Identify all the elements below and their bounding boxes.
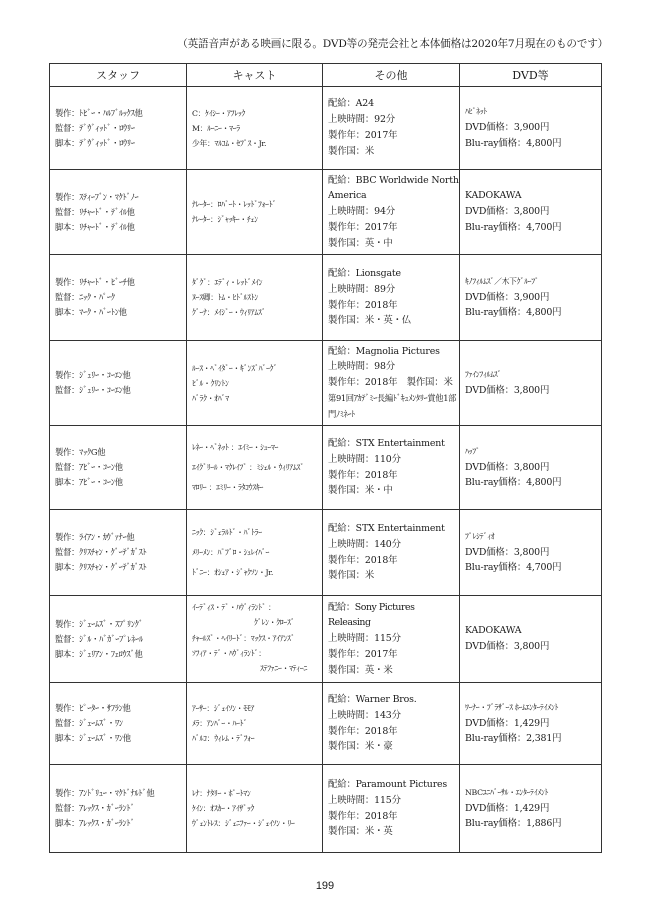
- dvd-publisher: ﾌﾟﾚｼﾃﾞｨｵ: [465, 531, 495, 541]
- cast-cell: [187, 255, 323, 341]
- dvd-cell: [460, 683, 602, 765]
- table-row: [50, 683, 602, 765]
- other-line: 製作年：2018年: [328, 810, 398, 822]
- film-info-table: [49, 63, 602, 853]
- header-staff: スタッフ: [50, 64, 187, 87]
- staff-line: 監督：ｼﾞﾙ・ﾊﾞｶﾞｰﾌﾟﾚﾈｰﾙ: [55, 633, 143, 644]
- bluray-price: Blu-ray価格：4,700円: [465, 562, 562, 574]
- cast-line: ｸﾞﾚﾝ・ｸﾛｰｽﾞ: [254, 618, 295, 627]
- staff-cell: [50, 170, 187, 255]
- staff-line: 脚本：ﾏｰｸ・ﾊﾞｰﾄﾝ他: [55, 307, 127, 317]
- dvd-price: DVD価格：1,429円: [465, 802, 550, 814]
- staff-cell: [50, 255, 187, 341]
- cast-line: ｲｰﾃﾞｨｽ・ﾃﾞ・ﾊｳﾞｨﾗﾝﾄﾞ ：: [192, 603, 276, 612]
- table-row: [50, 341, 602, 426]
- staff-line: 監督：ﾆｯｸ・ﾊﾟｰｸ: [55, 292, 115, 302]
- staff-line: 監督：ﾃﾞｳﾞｨｯﾄﾞ・ﾛｳﾘｰ: [55, 122, 135, 133]
- staff-cell: [50, 341, 187, 426]
- dvd-price: DVD価格：3,900円: [465, 291, 550, 303]
- cast-cell: [187, 765, 323, 853]
- staff-line: 監督：ｸﾘｽﾁｬﾝ・ｸﾞｰﾃﾞｶﾞｽﾄ: [55, 547, 147, 557]
- table-row: [50, 596, 602, 683]
- cast-line: 少年：ﾏﾙｺﾑ・ｾﾌﾟｽ・Jr.: [192, 138, 267, 148]
- header-dvd: DVD等: [460, 64, 602, 87]
- staff-cell: [50, 765, 187, 853]
- cast-line: ﾙｰｽ・ﾍﾞｲﾀﾞｰ・ｷﾞﾝｽﾞﾊﾞｰｸﾞ: [192, 363, 278, 373]
- other-cell: [323, 596, 460, 683]
- staff-line: 脚本：ﾃﾞｳﾞｨｯﾄﾞ・ﾛｳﾘｰ: [55, 137, 135, 148]
- dvd-cell: [460, 87, 602, 170]
- table-row: [50, 426, 602, 510]
- other-line: 製作国：英・米: [328, 664, 393, 676]
- dvd-cell: [460, 341, 602, 426]
- other-line: 配給：Lionsgate: [328, 267, 401, 279]
- dvd-price: DVD価格：3,800円: [465, 546, 550, 558]
- other-line: 製作国：米・豪: [328, 741, 393, 753]
- other-line: 製作年：2018年: [328, 299, 398, 311]
- staff-cell: [50, 87, 187, 170]
- other-line: 製作年：2017年: [328, 648, 398, 660]
- staff-line: 脚本：ﾘﾁｬｰﾄﾞ・ﾃﾞｲﾙ他: [55, 221, 135, 232]
- cast-cell: [187, 510, 323, 596]
- bluray-price: Blu-ray価格：4,700円: [465, 221, 562, 233]
- staff-line: 監督：ｱﾚｯｸｽ・ｶﾞｰﾗﾝﾄﾞ: [55, 803, 135, 813]
- bluray-price: Blu-ray価格：4,800円: [465, 477, 562, 489]
- other-line: 配給：STX Entertainment: [328, 437, 445, 449]
- cast-line: ﾒﾗ：ｱﾝﾊﾞｰ・ﾊｰﾄﾞ: [192, 719, 248, 728]
- other-line: 上映時間：115分: [328, 633, 401, 645]
- staff-line: 製作：ｽﾃｨｰﾌﾞﾝ・ﾏｸﾄﾞﾉｰ: [55, 191, 139, 202]
- dvd-cell: [460, 765, 602, 853]
- cast-cell: [187, 170, 323, 255]
- other-line: 製作国：米: [328, 145, 375, 157]
- dvd-price: DVD価格：3,900円: [465, 122, 550, 134]
- cast-line: ﾒﾘｰﾒﾝ：ﾊﾟﾌﾞﾛ・ｼｭﾚｲﾊﾞｰ: [192, 547, 270, 557]
- staff-line: 製作：ﾗｲｱﾝ・ｶｳﾞｧﾅｰ他: [55, 532, 135, 542]
- staff-line: 監督：ｱﾋﾞｰ・ｺｰﾝ他: [55, 462, 123, 472]
- dvd-publisher: ﾊｯﾌﾟ: [465, 446, 480, 456]
- other-line: 配給：Magnolia Pictures: [328, 345, 440, 357]
- other-line: 上映時間：89分: [328, 283, 395, 295]
- cast-line: ﾀﾞｸﾞ：ｴﾃﾞｨ・ﾚｯﾄﾞﾒｲﾝ: [192, 278, 263, 287]
- cast-cell: [187, 426, 323, 510]
- other-line: 製作国：米・英: [328, 826, 393, 838]
- cast-line: ﾅﾚｰﾀｰ：ﾛﾊﾞｰﾄ・ﾚｯﾄﾞﾌｫｰﾄﾞ: [192, 200, 277, 209]
- staff-line: 脚本：ｱﾚｯｸｽ・ｶﾞｰﾗﾝﾄﾞ: [55, 818, 135, 828]
- price-note: （英語音声がある映画に限る。DVD等の発売会社と本体価格は2020年7月現在のものです）: [177, 38, 608, 50]
- cast-line: ﾏﾛﾘｰ ：ｴﾐﾘｰ・ﾗﾀｺｳｽｷｰ: [192, 482, 264, 492]
- staff-line: 脚本：ｼﾞｭﾘｱﾝ・ﾌｪﾛｳｽﾞ他: [55, 648, 143, 659]
- cast-line: ｸﾞｰﾅ：ﾒｲｼﾞｰ・ｳｨﾘｱﾑｽﾞ: [192, 308, 266, 317]
- cast-line: ﾅﾚｰﾀｰ：ｼﾞｬｯｷｰ・ﾁｪﾝ: [192, 215, 258, 224]
- bluray-price: Blu-ray価格：2,381円: [465, 733, 562, 745]
- other-line: 製作国：英・中: [328, 237, 393, 249]
- staff-cell: [50, 426, 187, 510]
- dvd-price: DVD価格：3,800円: [465, 385, 550, 396]
- cast-line: ﾊﾞﾙｺ：ｳｨﾚﾑ・ﾃﾞﾌｫｰ: [192, 734, 255, 743]
- staff-line: 製作：ﾋﾟｰﾀｰ・ｻﾌﾗﾝ他: [55, 703, 131, 713]
- dvd-publisher: ﾜｰﾅｰ・ﾌﾞﾗｻﾞｰｽ ﾎｰﾑｴﾝﾀｰﾃｲﾒﾝﾄ: [465, 702, 559, 712]
- dvd-price: DVD価格：3,800円: [465, 461, 550, 473]
- other-line: 配給：Paramount Pictures: [328, 778, 448, 790]
- staff-line: 脚本：ｱﾋﾞｰ・ｺｰﾝ他: [55, 477, 123, 487]
- table-row: [50, 510, 602, 596]
- other-line: 上映時間：110分: [328, 453, 401, 465]
- staff-line: 監督：ｼﾞｪｰﾑｽﾞ・ﾜﾝ: [55, 718, 123, 728]
- other-line: 配給：Sony Pictures Releasing: [328, 601, 415, 629]
- other-line: 配給：A24: [328, 98, 374, 110]
- other-line: 製作年：2017年: [328, 130, 398, 141]
- cast-line: ｳﾞｪﾝﾄﾚｽ：ｼﾞｪﾆﾌｧｰ・ｼﾞｪｲｿﾝ・ﾘｰ: [192, 819, 295, 828]
- other-line: 製作年：2018年: [328, 554, 398, 566]
- staff-line: 製作：ｼﾞｭﾘｰ・ｺｰｴﾝ他: [55, 370, 131, 380]
- other-cell: [323, 341, 460, 426]
- cast-line: ﾊﾞﾗｸ・ｵﾊﾞﾏ: [192, 393, 229, 403]
- other-line: 上映時間：143分: [328, 709, 401, 721]
- staff-line: 製作：ﾘﾁｬｰﾄﾞ・ﾋﾞｰﾁ他: [55, 277, 135, 287]
- cast-line: ｽﾃﾌｧﾆｰ・ﾏﾃｨｰﾆ: [260, 664, 308, 673]
- bluray-price: Blu-ray価格：1,886円: [465, 818, 562, 830]
- other-cell: [323, 510, 460, 596]
- dvd-publisher: KADOKAWA: [465, 625, 522, 637]
- dvd-price: DVD価格：3,800円: [465, 641, 550, 652]
- dvd-cell: [460, 426, 602, 510]
- table-row: [50, 765, 602, 853]
- cast-line: ﾆｯｸ：ｼﾞｪﾗﾙﾄﾞ・ﾊﾞﾄﾗｰ: [192, 527, 262, 537]
- other-line: 配給：BBC Worldwide North America: [328, 174, 459, 202]
- dvd-cell: [460, 596, 602, 683]
- other-line: 上映時間：140分: [328, 538, 401, 550]
- other-line: 製作国：米・中: [328, 485, 393, 497]
- bluray-price: Blu-ray価格：4,800円: [465, 307, 562, 319]
- cast-line: ﾋﾞﾙ・ｸﾘﾝﾄﾝ: [192, 378, 229, 388]
- dvd-publisher: ﾌｧｲﾝﾌｨﾙﾑｽﾞ: [465, 370, 502, 380]
- other-line: 製作年：2018年: [328, 469, 398, 481]
- cast-line: M：ﾙｰﾆｰ・ﾏｰﾗ: [192, 123, 240, 133]
- dvd-publisher: NBCﾕﾆﾊﾞｰｻﾙ・ｴﾝﾀｰﾃｲﾒﾝﾄ: [465, 787, 549, 797]
- other-line: 配給：Warner Bros.: [328, 693, 417, 705]
- other-line: 第91回ｱｶﾃﾞﾐｰ長編ﾄﾞｷｭﾒﾝﾀﾘｰ賞他1部門ﾉﾐﾈｰﾄ: [328, 392, 457, 419]
- other-line: 製作国：米・英・仏: [328, 315, 412, 327]
- other-cell: [323, 426, 460, 510]
- cast-line: ﾚﾈｰ・ﾍﾞﾈｯﾄ ：ｴｲﾐｰ・ｼｭｰﾏｰ: [192, 442, 279, 452]
- dvd-price: DVD価格：3,800円: [465, 206, 550, 218]
- cast-line: C：ｹｲｼｰ・ｱﾌﾚｯｸ: [192, 108, 246, 118]
- cast-line: ｹｲﾝ：ｵｽｶｰ・ｱｲｻﾞｯｸ: [192, 804, 255, 813]
- dvd-price: DVD価格：1,429円: [465, 717, 550, 729]
- other-cell: [323, 87, 460, 170]
- dvd-cell: [460, 170, 602, 255]
- staff-line: 製作：ｼﾞｪｰﾑｽﾞ・ｽﾌﾟﾘﾝｸﾞ: [55, 618, 143, 629]
- staff-line: 監督：ﾘﾁｬｰﾄﾞ・ﾃﾞｲﾙ他: [55, 206, 135, 217]
- page-number: 199: [315, 880, 335, 892]
- other-line: 上映時間：92分: [328, 114, 395, 126]
- staff-line: 脚本：ｸﾘｽﾁｬﾝ・ｸﾞｰﾃﾞｶﾞｽﾄ: [55, 562, 147, 572]
- other-line: 製作国：米: [328, 570, 375, 582]
- cast-line: ｱｰｻｰ：ｼﾞｪｲｿﾝ・ﾓﾓｱ: [192, 704, 255, 713]
- other-line: 製作年：2018年: [328, 725, 398, 737]
- cast-cell: [187, 596, 323, 683]
- staff-cell: [50, 596, 187, 683]
- other-line: 上映時間：115分: [328, 794, 401, 806]
- cast-line: ﾄﾞﾆｰ：ｵｼｪｱ・ｼﾞｬｸｿﾝ・Jr.: [192, 567, 274, 577]
- cast-cell: [187, 87, 323, 170]
- dvd-cell: [460, 255, 602, 341]
- other-line: 配給：STX Entertainment: [328, 522, 445, 534]
- other-line: 製作年：2018年 製作国：米: [328, 377, 453, 389]
- cast-line: ﾚﾅ：ﾅﾀﾘｰ・ﾎﾟｰﾄﾏﾝ: [192, 789, 251, 798]
- other-line: 上映時間：98分: [328, 361, 395, 373]
- cast-cell: [187, 683, 323, 765]
- cast-cell: [187, 341, 323, 426]
- header-cast: キャスト: [187, 64, 323, 87]
- dvd-cell: [460, 510, 602, 596]
- other-cell: [323, 255, 460, 341]
- cast-line: ｿﾌｨｱ・ﾃﾞ・ﾊｳﾞｨﾗﾝﾄﾞ：: [192, 649, 266, 658]
- staff-line: 監督：ｼﾞｭﾘｰ・ｺｰｴﾝ他: [55, 385, 131, 395]
- header-other: その他: [323, 64, 460, 87]
- table-row: [50, 87, 602, 170]
- dvd-publisher: ﾊﾋﾟﾈｯﾄ: [465, 107, 487, 117]
- staff-cell: [50, 683, 187, 765]
- other-cell: [323, 765, 460, 853]
- staff-line: 脚本：ｼﾞｪｰﾑｽﾞ・ﾜﾝ他: [55, 733, 131, 743]
- staff-line: 製作：ｱﾝﾄﾞﾘｭｰ・ﾏｸﾄﾞﾅﾙﾄﾞ他: [55, 788, 155, 798]
- cast-line: ﾇｰｽ卿：ﾄﾑ・ﾋﾄﾞﾙｽﾄﾝ: [192, 293, 258, 302]
- table-row: [50, 170, 602, 255]
- staff-line: 製作：ﾄﾋﾞｰ・ﾊﾙﾌﾞﾙｯｸｽ他: [55, 107, 143, 118]
- cast-line: ﾁｬｰﾙｽﾞ・ﾍｲﾘｰﾄﾞ：ﾏｯｸｽ・ｱｲｱﾝｽﾞ: [192, 634, 295, 643]
- staff-cell: [50, 510, 187, 596]
- table-row: [50, 255, 602, 341]
- cast-line: ｴｲｸﾞﾘｰﾙ・ﾏｸﾚｲﾌﾞ ：ﾐｼｪﾙ・ｳｨﾘｱﾑｽﾞ: [192, 462, 304, 472]
- other-cell: [323, 170, 460, 255]
- other-line: 上映時間：94分: [328, 206, 395, 218]
- dvd-publisher: KADOKAWA: [465, 190, 522, 202]
- dvd-publisher: ｷﾉﾌｨﾙﾑｽﾞ／木下ｸﾞﾙｰﾌﾟ: [465, 276, 539, 286]
- staff-line: 製作：ﾏｯｸG他: [55, 447, 106, 457]
- other-line: 製作年：2017年: [328, 221, 398, 233]
- header-row: [50, 64, 602, 87]
- bluray-price: Blu-ray価格：4,800円: [465, 137, 562, 149]
- other-cell: [323, 683, 460, 765]
